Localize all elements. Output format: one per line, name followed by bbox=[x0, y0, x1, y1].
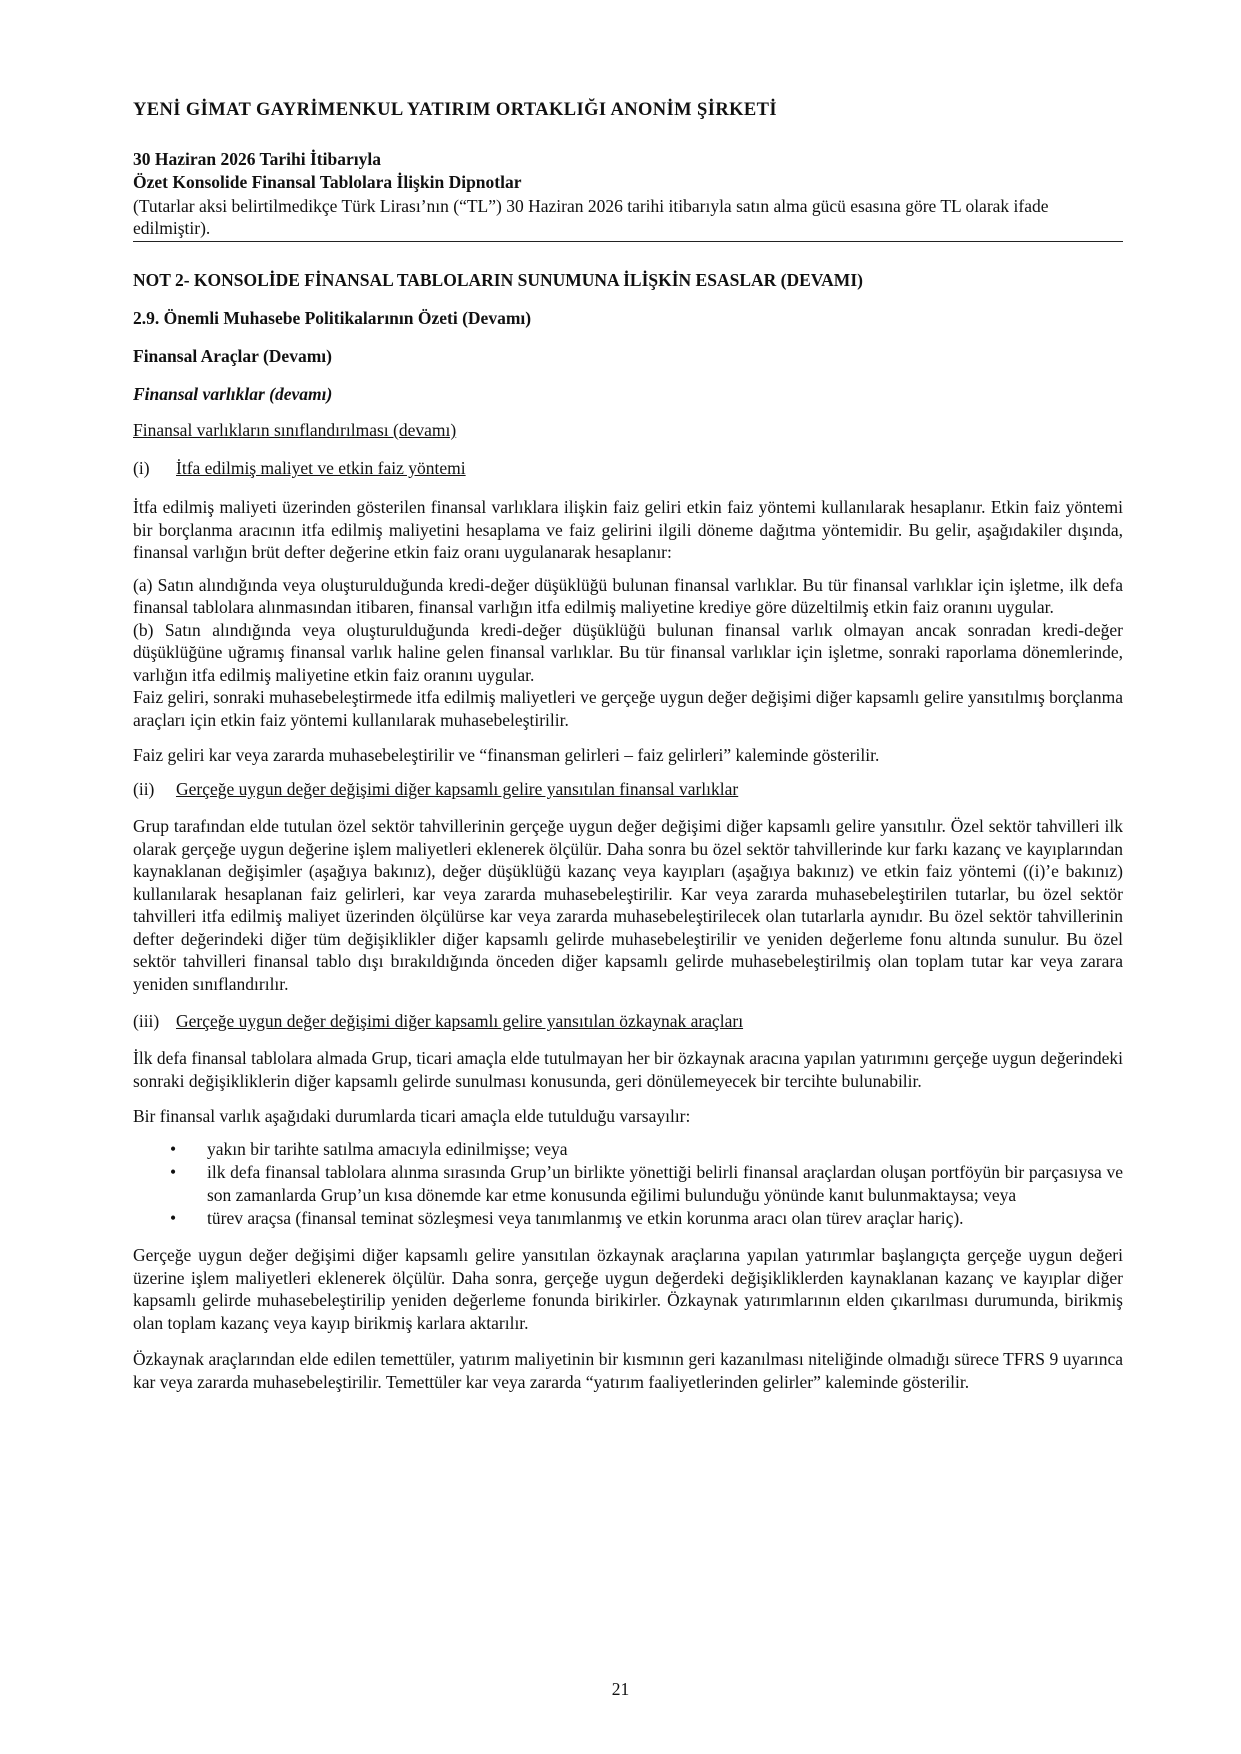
subheading: Finansal varlıklar (devamı) bbox=[133, 384, 333, 404]
list-item: • yakın bir tarihte satılma amacıyla edinilmişse; veya bbox=[170, 1139, 568, 1159]
paragraph: Gerçeğe uygun değer değişimi diğer kapsamlı gelire yansıtılan özkaynak araçlarına yapılan yatırımlar başlangıçta gerçeğe uygun değeri üzerine işlem maliyetleri eklenerek ölçülür. Daha sonra, gerçeğe uygun değerdeki değişikliklerden kaynaklanan kazanç ve kayıplar diğer kapsamlı gelirde muhasebeleştirilip yeniden değerleme fonunda birikirler. Özkaynak yatırımlarının elden çıkarılması durumunda, birikmiş olan toplam kazanç veya kayıp birikmiş karlara aktarılır. bbox=[133, 1245, 1123, 1333]
bullet-icon: • bbox=[170, 1162, 177, 1182]
heading: Finansal Araçlar (Devamı) bbox=[133, 346, 332, 366]
paragraph: (b) Satın alındığında veya oluşturulduğunda kredi-değer düşüklüğü bulunan finansal varlık olmayan ancak sonradan kredi-değer düşüklüğüne uğramış finansal varlık haline gelen finansal varlıklar. Bu tür finansal varlıklar için işletme, sonraki raporlama dönemlerinde, varlığın itfa edilmiş maliyetine etkin faiz oranını uygular. bbox=[133, 619, 1123, 685]
bullet-icon: • bbox=[170, 1139, 177, 1159]
list-item: • ilk defa finansal tablolara alınma sırasında Grup’un birlikte yönettiği belirli finansal araçlardan oluşan portföyün bir parçasıysa ve son zamanlarda Grup’un kısa dönemde kar etme konusunda eğilimi bulunduğu yönünde kanıt bulunmaktaysa; veya bbox=[170, 1162, 1123, 1205]
item-heading-1 bbox=[133, 456, 1123, 480]
paragraph: İtfa edilmiş maliyeti üzerinden gösterilen finansal varlıklara ilişkin faiz geliri etkin faiz yöntemi kullanılarak hesaplanır. Etkin faiz yöntemi bir borçlanma aracının itfa edilmiş maliyetini hesaplama ve faiz gelirini ilgili döneme dağıtma yöntemidir. Bu gelir, aşağıdakiler dışında, finansal varlığın brüt defter değerine etkin faiz oranı uygulanarak hesaplanır: bbox=[133, 497, 1123, 562]
paragraph: Özkaynak araçlarından elde edilen temettüler, yatırım maliyetinin bir kısmının geri kazanılması niteliğinde olmadığı sürece TFRS 9 uyarınca kar veya zararda muhasebeleştirilir. Temettüler kar veya zararda “yatırım faaliyetlerinden gelirler” kaleminde gösterilir. bbox=[133, 1349, 1123, 1392]
section-title: NOT 2- KONSOLİDE FİNANSAL TABLOLARIN SUNUMUNA İLİŞKİN ESASLAR (DEVAMI) bbox=[133, 270, 863, 290]
item-title: Gerçeğe uygun değer değişimi diğer kapsamlı gelire yansıtılan özkaynak araçları bbox=[176, 1011, 744, 1031]
list-item: • türev araçsa (finansal teminat sözleşmesi veya tanımlanmış ve etkin korunma aracı olan türev araçlar hariç). bbox=[170, 1208, 964, 1228]
paragraph: Faiz geliri kar veya zararda muhasebeleştirilir ve “finansman gelirleri – faiz gelirleri” kaleminde gösterilir. bbox=[133, 745, 880, 765]
item-heading-3 bbox=[133, 1009, 1123, 1033]
paragraph: Bir finansal varlık aşağıdaki durumlarda ticari amaçla elde tutulduğu varsayılır: bbox=[133, 1106, 691, 1126]
document-body bbox=[133, 268, 1123, 1393]
page-number: 21 bbox=[611, 1679, 630, 1699]
classification-heading: Finansal varlıkların sınıflandırılması (devamı) bbox=[133, 420, 457, 440]
paragraph: (a) Satın alındığında veya oluşturulduğunda kredi-değer düşüklüğü bulunan finansal varlıklar. Bu tür finansal varlıklar için işletme, ilk defa finansal tablolara alınmasından itibaren, finansal varlığın itfa edilmiş maliyetine krediye göre düzeltilmiş etkin faiz oranını uygular. bbox=[133, 574, 1123, 617]
subsection-title: 2.9. Önemli Muhasebe Politikalarının Özeti (Devamı) bbox=[133, 308, 532, 328]
bullet-list bbox=[133, 1138, 1123, 1230]
item-title: Gerçeğe uygun değer değişimi diğer kapsamlı gelire yansıtılan finansal varlıklar bbox=[176, 779, 739, 799]
paragraph: Faiz geliri, sonraki muhasebeleştirmede itfa edilmiş maliyetleri ve gerçeğe uygun değer değişimi diğer kapsamlı gelire yansıtılmış borçlanma araçları için etkin faiz yöntemi kullanılarak muhasebeleştirilir. bbox=[133, 687, 1123, 730]
item-number: (iii) bbox=[133, 1011, 160, 1031]
currency-note: (Tutarlar aksi belirtilmedikçe Türk Lirası’nın (“TL”) 30 Haziran 2026 tarihi itibarıyla satın alma gücü esasına göre TL olarak ifade edilmiştir). bbox=[133, 196, 1049, 238]
company-name: YENİ GİMAT GAYRİMENKUL YATIRIM ORTAKLIĞI ANONİM ŞİRKETİ bbox=[133, 100, 777, 120]
item-number: (i) bbox=[133, 458, 150, 478]
header-divider bbox=[133, 241, 1123, 242]
item-heading-2 bbox=[133, 777, 1123, 801]
report-subtitle: Özet Konsolide Finansal Tablolara İlişkin Dipnotlar bbox=[133, 172, 522, 192]
report-date: 30 Haziran 2026 Tarihi İtibarıyla bbox=[133, 149, 381, 169]
bullet-icon: • bbox=[170, 1208, 177, 1228]
paragraph: İlk defa finansal tablolara almada Grup, ticari amaçla elde tutulmayan her bir özkaynak aracına yapılan yatırımını gerçeğe uygun değerindeki sonraki değişikliklerin diğer kapsamlı gelirde sunulması konusunda, geri dönülemeyecek bir tercihte bulunabilir. bbox=[133, 1048, 1123, 1091]
paragraph: Grup tarafından elde tutulan özel sektör tahvillerinin gerçeğe uygun değer değişimi diğer kapsamlı gelire yansıtılır. Özel sektör tahvilleri ilk olarak gerçeğe uygun değerine işlem maliyetleri eklenerek ölçülür. Daha sonra bu özel sektör tahvillerinde kur farkı kazanç ve kayıplarından kaynaklanan değişimler (aşağıya bakınız), değer düşüklüğü kazanç veya kayıpları (aşağıya bakınız) ve etkin faiz yöntemi ((i)’e bakınız) kullanılarak hesaplanan faiz gelirleri, kar veya zararda muhasebeleştirilir. Kar veya zararda muhasebeleştirilen tutarlar, bu özel sektör tahvilleri itfa edilmiş maliyet üzerinden ölçülürse kar veya zararda muhasebeleştirilecek olan tutarlarla aynıdır. Bu özel sektör tahvillerinin defter değerindeki diğer tüm değişiklikler diğer kapsamlı gelirde muhasebeleştirilir ve yeniden değerleme fonu altında sunulur. Bu özel sektör tahvilleri finansal tablo dışı bırakıldığında önceden diğer kapsamlı gelirde muhasebeleştirilmiş olan toplam tutar kar veya zarara yeniden sınıflandırılır. bbox=[133, 816, 1123, 994]
item-title: İtfa edilmiş maliyet ve etkin faiz yöntemi bbox=[176, 458, 466, 478]
item-number: (ii) bbox=[133, 779, 155, 799]
